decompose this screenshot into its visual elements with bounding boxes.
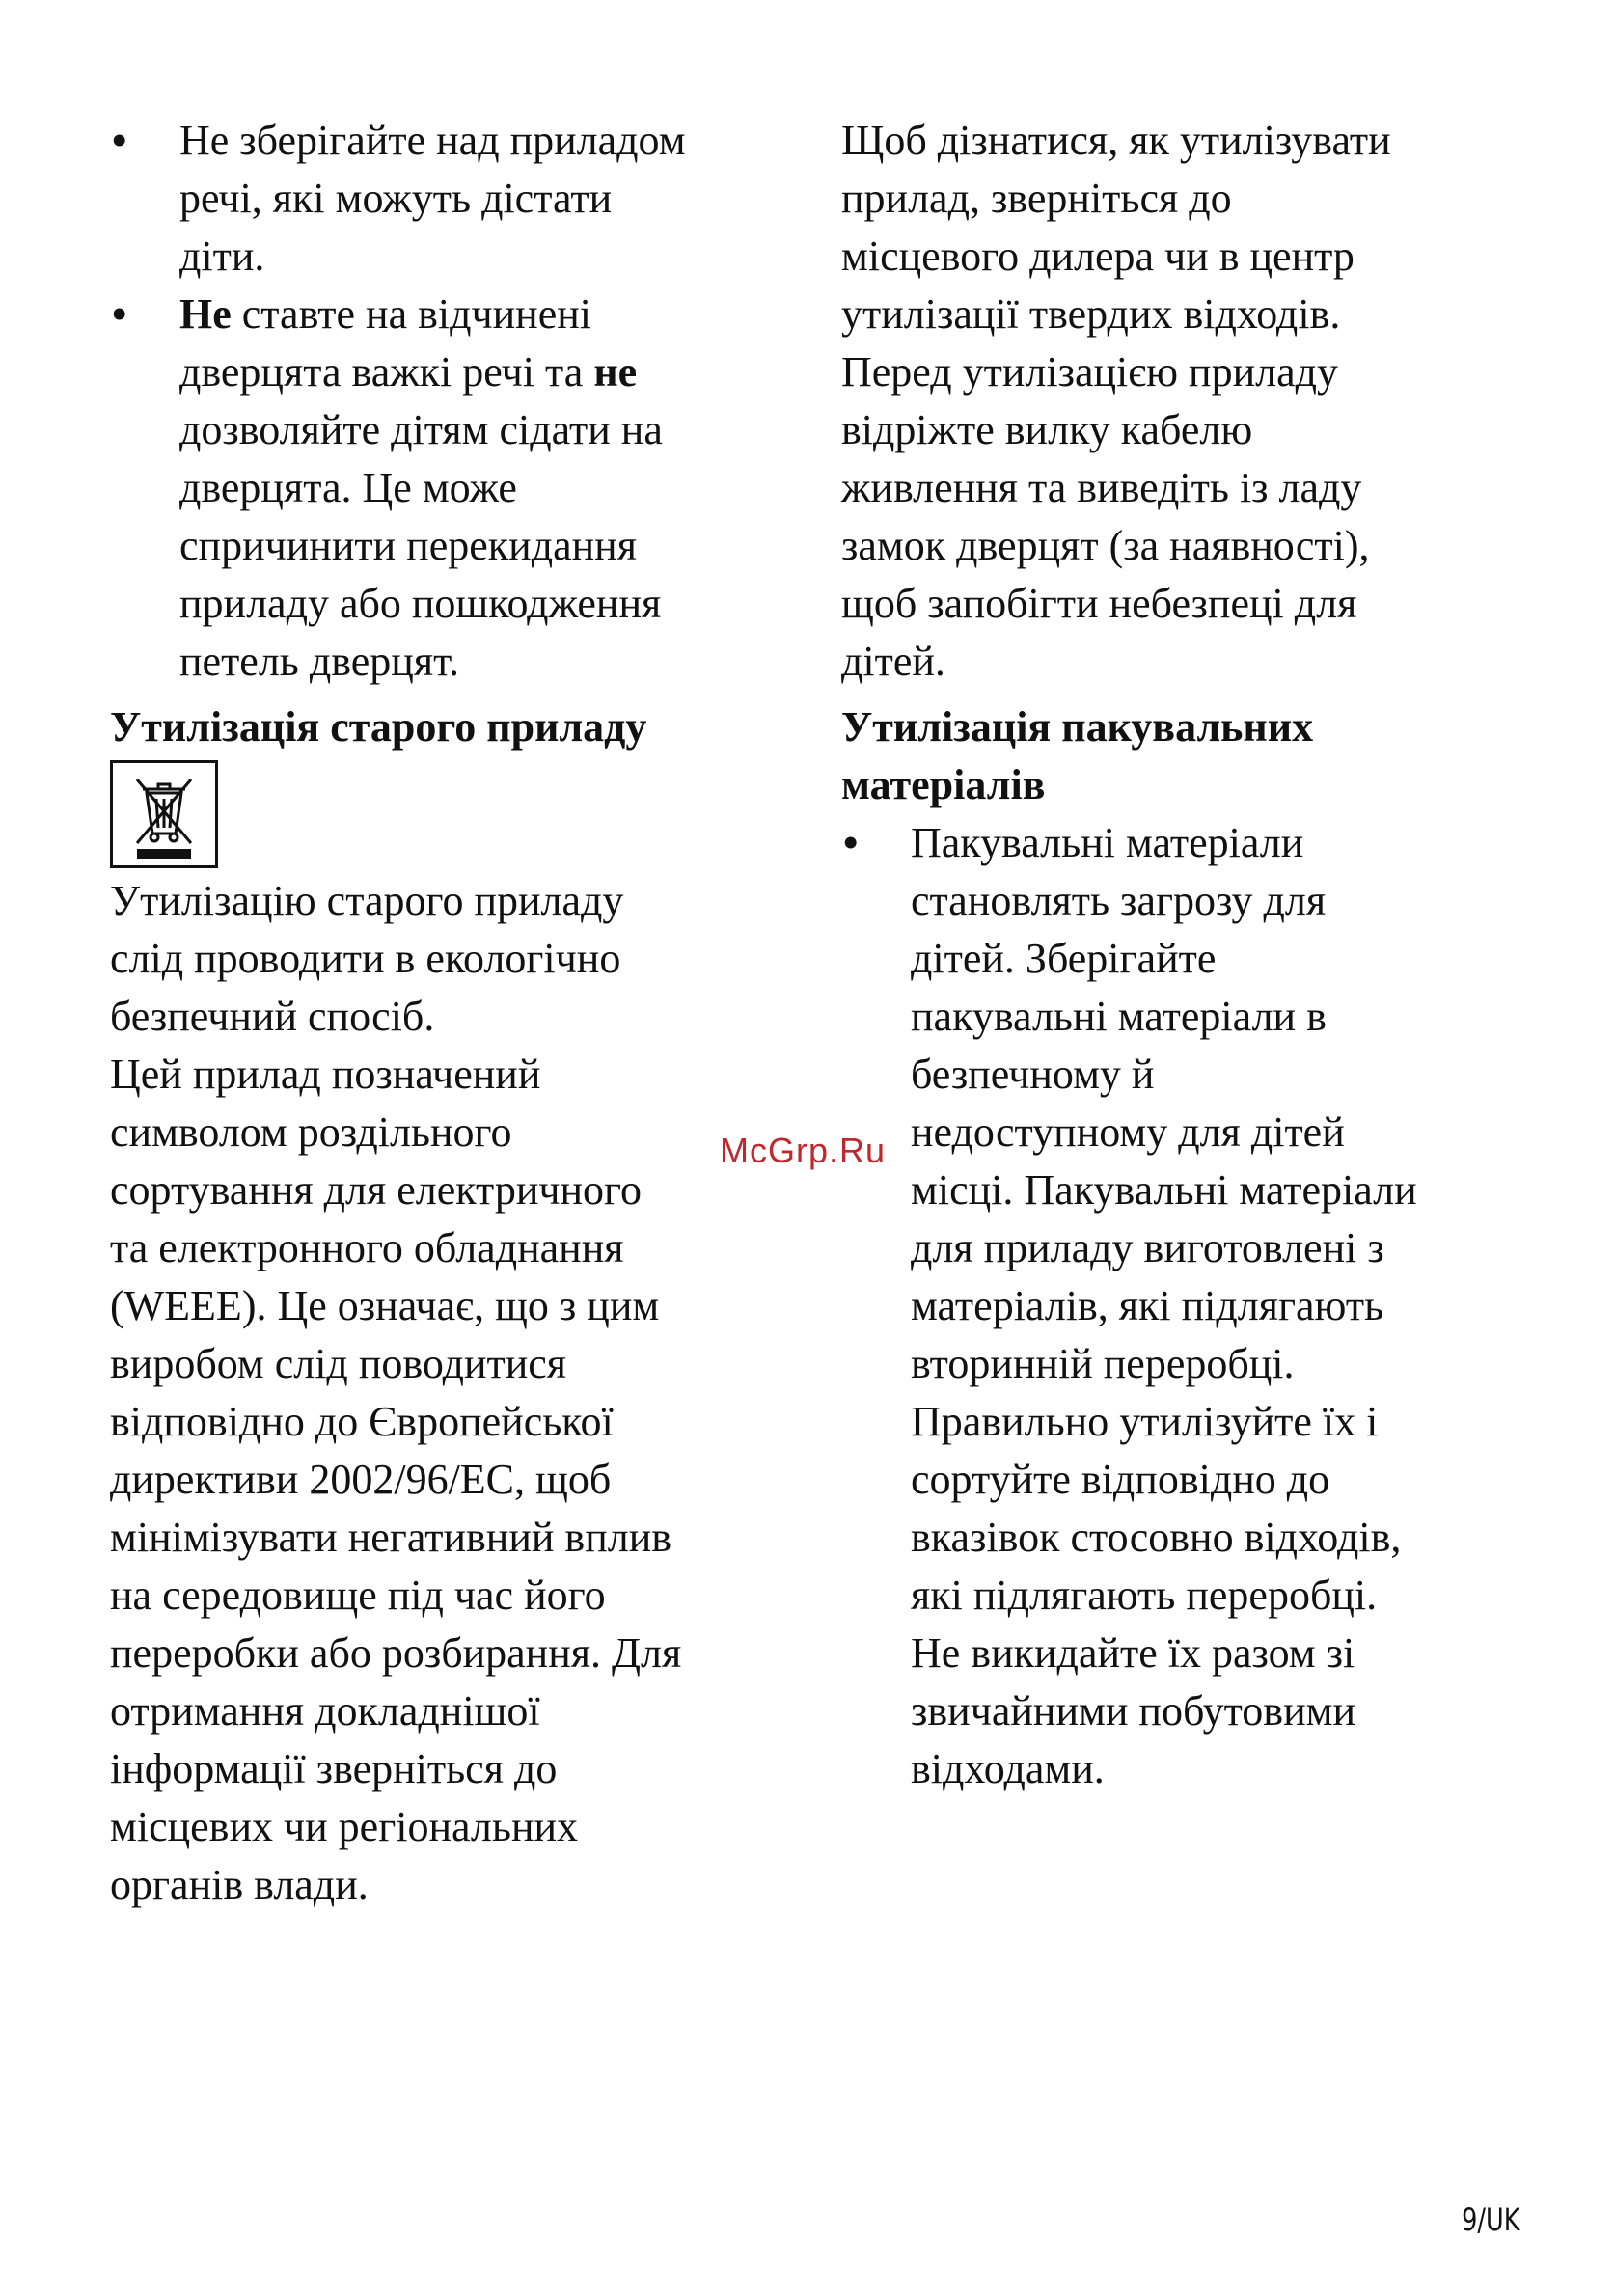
bullet-line: Правильно утилізуйте їх і [911, 1398, 1379, 1445]
paragraph-line: Щоб дізнатися, як утилізувати [841, 117, 1391, 164]
paragraph-line: місцевих чи регіональних [110, 1803, 579, 1850]
paragraph-line: місцевого дилера чи в центр [841, 232, 1355, 280]
paragraph-line: живлення та виведіть із ладу [841, 464, 1362, 511]
bullet-line: які підлягають переробці. [911, 1572, 1378, 1619]
list-item [110, 112, 805, 286]
bullet-2-line: петель дверцят. [179, 638, 459, 685]
paragraph-line: відріжте вилку кабелю [841, 406, 1253, 453]
paragraph-line: сортування для електричного [110, 1166, 642, 1214]
heading-line: матеріалів [841, 761, 1046, 808]
bullet-2-line [179, 286, 805, 343]
page-number: 9/UK [1462, 2201, 1520, 2238]
bullet-line: дітей. Зберігайте [911, 935, 1217, 982]
bullet-2-text: дверцята важкі речі та [179, 348, 594, 396]
bullet-2-line: дозволяйте дітям сідати на [179, 406, 663, 453]
paragraph-line: дітей. [841, 638, 945, 685]
paragraph-line: утилізації твердих відходів. [841, 290, 1341, 338]
paragraph-line: органів влади. [110, 1861, 369, 1908]
paragraph-line: відповідно до Європейської [110, 1398, 614, 1445]
bullet-line: вказівок стосовно відходів, [911, 1514, 1402, 1561]
paragraph-line: Перед утилізацією приладу [841, 348, 1339, 396]
list-item [110, 286, 805, 691]
disposal-paragraph-3 [841, 112, 1517, 691]
paragraph-line: безпечний спосіб. [110, 993, 435, 1040]
disposal-paragraph-2 [110, 1046, 805, 1914]
bold-warning-word: не [593, 348, 638, 396]
bullet-icon: • [112, 117, 127, 164]
heading-line: Утилізація пакувальних [841, 703, 1314, 751]
bullet-line: звичайними побутовими [911, 1687, 1356, 1735]
list-item [841, 814, 1517, 1798]
paragraph-line: на середовище під час його [110, 1572, 606, 1619]
watermark: McGrp.Ru [720, 1131, 887, 1170]
paragraph-line: слід проводити в екологічно [110, 935, 621, 982]
bullet-2-line: спричинити перекидання [179, 522, 637, 569]
bullet-icon: • [843, 819, 859, 866]
bullet-2-line: приладу або пошкодження [179, 580, 662, 627]
right-column [841, 112, 1517, 1798]
bullet-line: становлять загрозу для [911, 877, 1327, 924]
bullet-line: для приладу виготовлені з [911, 1224, 1384, 1271]
crossed-out-wheelie-bin-icon [110, 760, 218, 868]
bullet-line: безпечному й [911, 1051, 1155, 1098]
paragraph-line: щоб запобігти небезпеці для [841, 580, 1357, 627]
bullet-line: вторинній переробці. [911, 1340, 1295, 1387]
bullet-1-line: речі, які можуть дістати [179, 175, 613, 222]
safety-bullet-list [110, 112, 805, 691]
paragraph-line: символом роздільного [110, 1108, 512, 1156]
bullet-2-text: ставте на відчинені [231, 290, 592, 338]
bullet-line: Пакувальні матеріали [911, 819, 1304, 866]
packaging-bullet-list [841, 814, 1517, 1798]
paragraph-line: директиви 2002/96/ЕС, щоб [110, 1456, 612, 1503]
disposal-heading: Утилізація старого приладу [110, 703, 647, 751]
bullet-line: сортуйте відповідно до [911, 1456, 1330, 1503]
bullet-line: Не викидайте їх разом зі [911, 1629, 1355, 1677]
bullet-line: матеріалів, які підлягають [911, 1282, 1384, 1329]
paragraph-line: переробки або розбирання. Для [110, 1629, 682, 1677]
paragraph-line: виробом слід поводитися [110, 1340, 567, 1387]
bold-warning-word: Не [179, 290, 232, 338]
bullet-2-line [179, 343, 805, 401]
paragraph-line: (WEEE). Це означає, що з цим [110, 1282, 660, 1329]
packaging-heading [841, 698, 1517, 814]
paragraph-line: мінімізувати негативний вплив [110, 1514, 672, 1561]
bullet-2-line: дверцята. Це може [179, 464, 517, 511]
paragraph-line: інформації зверніться до [110, 1745, 558, 1792]
weee-symbol-svg [118, 766, 210, 862]
bullet-line: недоступному для дітей [911, 1108, 1345, 1156]
bullet-1-line: діти. [179, 232, 265, 280]
paragraph-line: та електронного обладнання [110, 1224, 624, 1271]
paragraph-line: замок дверцят (за наявності), [841, 522, 1370, 569]
bullet-line: відходами. [911, 1745, 1105, 1792]
bullet-icon: • [112, 290, 127, 338]
paragraph-line: отримання докладнішої [110, 1687, 540, 1735]
left-column [110, 112, 805, 1914]
bullet-line: пакувальні матеріали в [911, 993, 1327, 1040]
paragraph-line: прилад, зверніться до [841, 175, 1232, 222]
paragraph-line: Цей прилад позначений [110, 1051, 541, 1098]
bullet-1-line: Не зберігайте над приладом [179, 117, 686, 164]
bullet-line: місці. Пакувальні матеріали [911, 1166, 1417, 1214]
disposal-paragraph-1 [110, 872, 805, 1046]
paragraph-line: Утилізацію старого приладу [110, 877, 624, 924]
